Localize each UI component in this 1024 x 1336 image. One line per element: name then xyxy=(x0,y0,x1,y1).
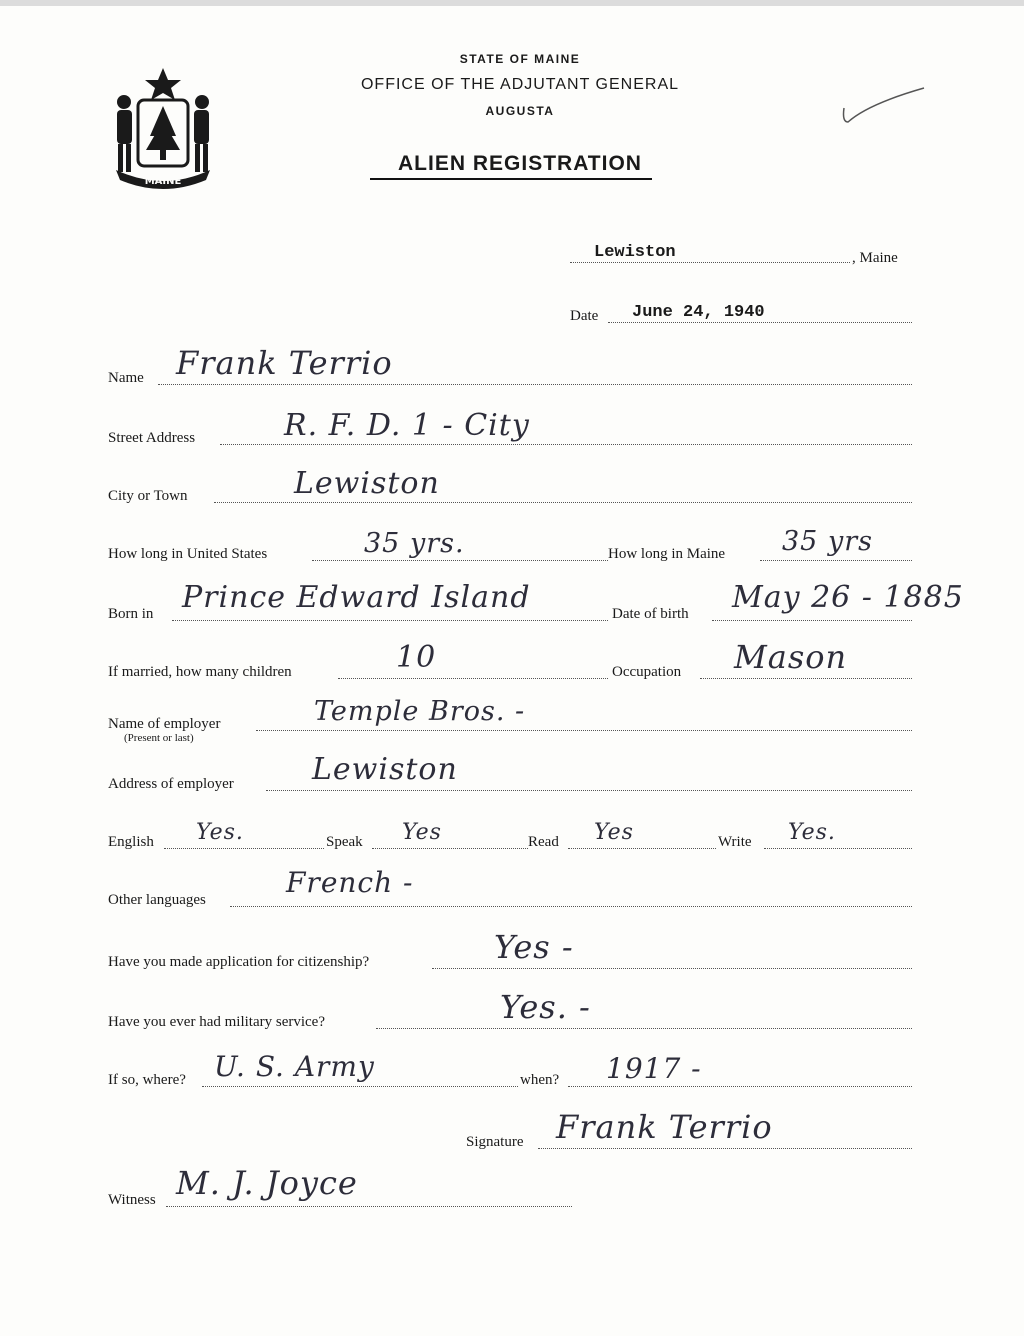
street-line xyxy=(220,444,912,445)
read-label: Read xyxy=(528,834,559,850)
in-us-label: How long in United States xyxy=(108,546,268,562)
where-line xyxy=(202,1086,518,1087)
signature-line xyxy=(538,1148,912,1149)
office-heading: OFFICE OF THE ADJUTANT GENERAL xyxy=(360,76,680,93)
in-maine-label: How long in Maine xyxy=(608,546,726,562)
in-us-line xyxy=(312,560,608,561)
citizenship-label: Have you made application for citizenship? xyxy=(108,954,370,970)
write-value: Yes. xyxy=(788,820,836,845)
employer-value: Temple Bros. - xyxy=(314,696,526,727)
military-label: Have you ever had military service? xyxy=(108,1014,325,1030)
check-mark xyxy=(838,82,928,132)
born-value: Prince Edward Island xyxy=(182,580,531,615)
employer-label: Name of employer xyxy=(108,716,221,732)
where-value: U. S. Army xyxy=(214,1050,375,1083)
witness-value: M. J. Joyce xyxy=(176,1164,358,1202)
place-suffix: , Maine xyxy=(852,250,898,266)
signature-label: Signature xyxy=(466,1134,524,1150)
dob-line xyxy=(712,620,912,621)
english-value: Yes. xyxy=(196,820,244,845)
name-line xyxy=(158,384,912,385)
witness-label: Witness xyxy=(108,1192,156,1208)
state-heading: STATE OF MAINE xyxy=(459,52,581,66)
occupation-line xyxy=(700,678,912,679)
scan-edge xyxy=(0,0,1024,6)
dob-value: May 26 - 1885 xyxy=(732,580,964,615)
employer-sublabel: (Present or last) xyxy=(124,732,194,744)
title-underline xyxy=(370,178,652,180)
svg-text:MAINE: MAINE xyxy=(144,176,182,187)
dob-label: Date of birth xyxy=(612,606,689,622)
other-languages-value: French - xyxy=(286,866,414,899)
write-label: Write xyxy=(718,834,752,850)
in-maine-value: 35 yrs xyxy=(782,526,873,557)
employer-address-value: Lewiston xyxy=(312,752,458,787)
citizenship-line xyxy=(432,968,912,969)
city-line xyxy=(214,502,912,503)
signature-value: Frank Terrio xyxy=(556,1108,773,1146)
speak-value: Yes xyxy=(402,820,442,845)
military-value: Yes. - xyxy=(500,988,591,1026)
write-line xyxy=(764,848,912,849)
form-title: ALIEN REGISTRATION xyxy=(398,152,642,175)
english-label: English xyxy=(108,834,154,850)
english-line xyxy=(164,848,324,849)
city-value: Lewiston xyxy=(294,466,440,501)
street-label: Street Address xyxy=(108,430,196,446)
city-heading: AUGUSTA xyxy=(485,104,555,118)
date-value: June 24, 1940 xyxy=(632,303,765,322)
born-line xyxy=(172,620,608,621)
children-value: 10 xyxy=(396,640,437,675)
date-line xyxy=(608,322,912,323)
read-line xyxy=(568,848,716,849)
children-line xyxy=(338,678,608,679)
speak-line xyxy=(372,848,528,849)
date-label: Date xyxy=(570,308,599,324)
employer-address-line xyxy=(266,790,912,791)
when-label: when? xyxy=(520,1072,560,1088)
name-label: Name xyxy=(108,370,144,386)
in-maine-line xyxy=(760,560,912,561)
children-label: If married, how many children xyxy=(108,664,292,680)
in-us-value: 35 yrs. xyxy=(364,528,465,559)
employer-line xyxy=(256,730,912,731)
name-value: Frank Terrio xyxy=(176,344,393,382)
other-languages-label: Other languages xyxy=(108,892,206,908)
occupation-label: Occupation xyxy=(612,664,682,680)
witness-line xyxy=(166,1206,572,1207)
military-line xyxy=(376,1028,912,1029)
read-value: Yes xyxy=(594,820,634,845)
city-label: City or Town xyxy=(108,488,188,504)
place-city: Lewiston xyxy=(594,243,676,262)
occupation-value: Mason xyxy=(734,638,848,676)
other-languages-line xyxy=(230,906,912,907)
street-value: R. F. D. 1 - City xyxy=(284,408,530,443)
place-line xyxy=(570,262,850,263)
state-seal xyxy=(108,66,218,190)
when-line xyxy=(568,1086,912,1087)
citizenship-value: Yes - xyxy=(494,928,574,966)
where-label: If so, where? xyxy=(108,1072,186,1088)
employer-address-label: Address of employer xyxy=(108,776,234,792)
speak-label: Speak xyxy=(326,834,363,850)
born-label: Born in xyxy=(108,606,154,622)
when-value: 1917 - xyxy=(606,1052,702,1085)
